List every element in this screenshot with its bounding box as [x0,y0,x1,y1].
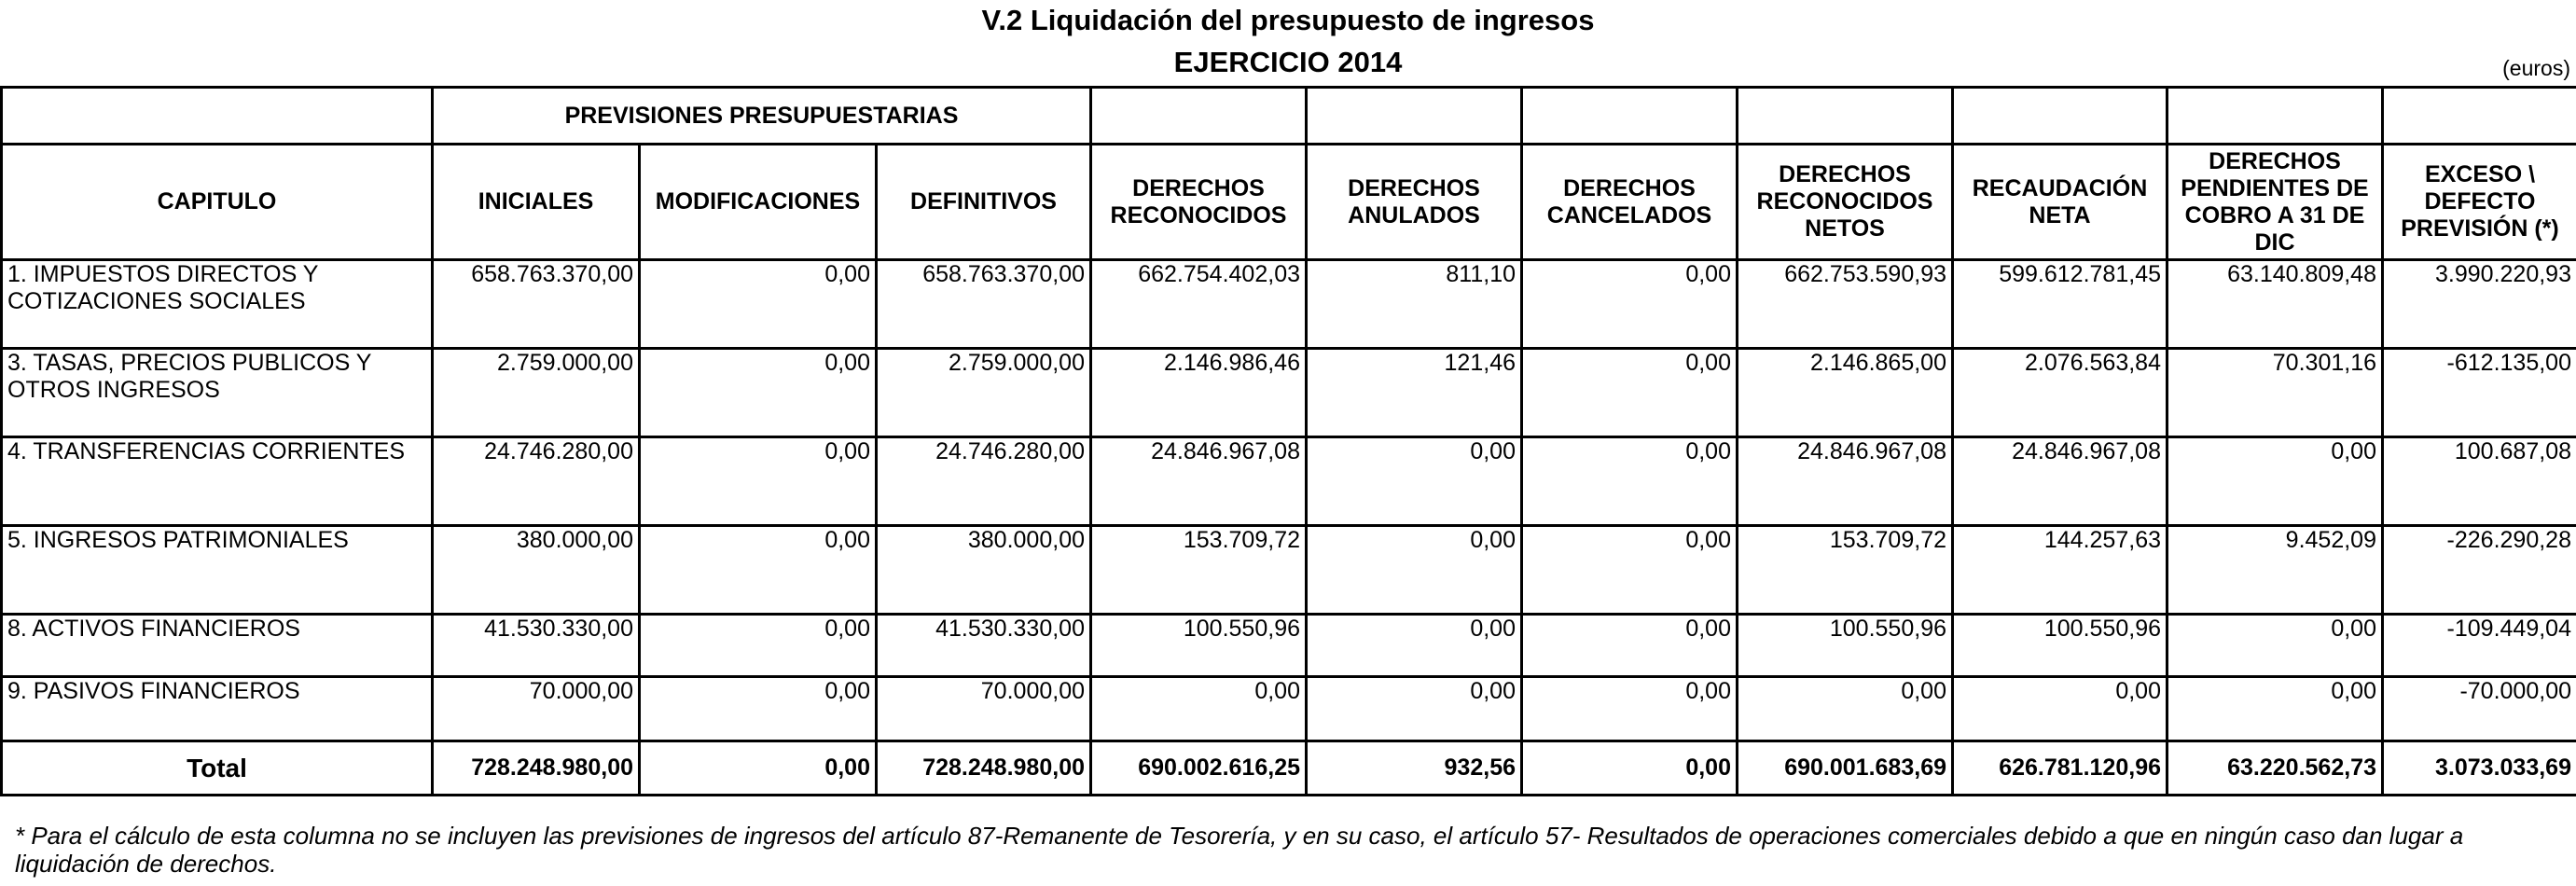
cell-derechos-reconocidos: 2.146.986,46 [1091,349,1307,437]
cell-derechos-anulados: 0,00 [1307,615,1522,677]
cell-definitivos: 24.746.280,00 [877,437,1091,526]
cell-derechos-cancelados: 0,00 [1522,349,1738,437]
cell-derechos-anulados: 811,10 [1307,260,1522,349]
cell-exceso-defecto: 3.990.220,93 [2383,260,2576,349]
cell-recaudacion-neta: 599.612.781,45 [1953,260,2167,349]
empty-header-cell [1307,88,1522,145]
total-definitivos: 728.248.980,00 [877,741,1091,796]
previsiones-group-header: PREVISIONES PRESUPUESTARIAS [433,88,1091,145]
row-capitulo: 8. ACTIVOS FINANCIEROS [2,615,433,677]
table-row [2,349,2576,437]
total-row [2,741,2576,796]
cell-derechos-cancelados: 0,00 [1522,615,1738,677]
cell-derechos-reconocidos: 100.550,96 [1091,615,1307,677]
cell-exceso-defecto: 100.687,08 [2383,437,2576,526]
cell-derechos-reconocidos-netos: 100.550,96 [1738,615,1953,677]
cell-exceso-defecto: -612.135,00 [2383,349,2576,437]
cell-derechos-anulados: 0,00 [1307,526,1522,615]
total-recaudacion-neta: 626.781.120,96 [1953,741,2167,796]
cell-derechos-reconocidos: 153.709,72 [1091,526,1307,615]
cell-derechos-anulados: 0,00 [1307,437,1522,526]
total-label: Total [2,741,433,796]
column-header-row [2,145,2576,260]
cell-modificaciones: 0,00 [640,615,877,677]
row-capitulo: 4. TRANSFERENCIAS CORRIENTES [2,437,433,526]
col-header-derechos-anulados: DERECHOS ANULADOS [1307,145,1522,260]
col-header-derechos-reconocidos-netos: DERECHOS RECONOCIDOS NETOS [1738,145,1953,260]
cell-definitivos: 70.000,00 [877,677,1091,741]
cell-recaudacion-neta: 100.550,96 [1953,615,2167,677]
report-title: V.2 Liquidación del presupuesto de ingresos [981,4,1595,36]
empty-header-cell [1953,88,2167,145]
col-header-definitivos: DEFINITIVOS [877,145,1091,260]
col-header-modificaciones: MODIFICACIONES [640,145,877,260]
cell-derechos-reconocidos: 0,00 [1091,677,1307,741]
cell-derechos-reconocidos: 24.846.967,08 [1091,437,1307,526]
total-iniciales: 728.248.980,00 [433,741,640,796]
cell-derechos-reconocidos: 662.754.402,03 [1091,260,1307,349]
cell-derechos-cancelados: 0,00 [1522,260,1738,349]
report-subtitle: EJERCICIO 2014 [1173,46,1403,78]
cell-iniciales: 70.000,00 [433,677,640,741]
cell-modificaciones: 0,00 [640,526,877,615]
row-capitulo: 1. IMPUESTOS DIRECTOS Y COTIZACIONES SOCIALES [2,260,433,349]
cell-derechos-anulados: 0,00 [1307,677,1522,741]
cell-pendientes-cobro: 0,00 [2167,615,2383,677]
col-header-iniciales: INICIALES [433,145,640,260]
col-header-capitulo: CAPITULO [2,145,433,260]
cell-recaudacion-neta: 0,00 [1953,677,2167,741]
cell-modificaciones: 0,00 [640,437,877,526]
cell-iniciales: 658.763.370,00 [433,260,640,349]
empty-header-cell [2,88,433,145]
total-derechos-anulados: 932,56 [1307,741,1522,796]
total-derechos-reconocidos-netos: 690.001.683,69 [1738,741,1953,796]
col-header-derechos-cancelados: DERECHOS CANCELADOS [1522,145,1738,260]
footnote: * Para el cálculo de esta columna no se incluyen las previsiones de ingresos del artículo 87-Remanente de Tesorería, y en su caso, el artículo 57- Resultados de operaciones comerciales debido a que en ningún caso dan lugar a liquidación de derechos. [15,822,2464,878]
cell-pendientes-cobro: 0,00 [2167,437,2383,526]
col-header-pendientes-cobro: DERECHOS PENDIENTES DE COBRO A 31 DE DIC [2167,145,2383,260]
cell-modificaciones: 0,00 [640,349,877,437]
table-row [2,526,2576,615]
table-row [2,260,2576,349]
cell-exceso-defecto: -109.449,04 [2383,615,2576,677]
budget-table [0,86,2576,796]
total-modificaciones: 0,00 [640,741,877,796]
cell-exceso-defecto: -226.290,28 [2383,526,2576,615]
cell-recaudacion-neta: 144.257,63 [1953,526,2167,615]
cell-pendientes-cobro: 63.140.809,48 [2167,260,2383,349]
empty-header-cell [1738,88,1953,145]
table-row [2,677,2576,741]
empty-header-cell [2167,88,2383,145]
group-header-row [2,88,2576,145]
cell-derechos-anulados: 121,46 [1307,349,1522,437]
empty-header-cell [2383,88,2576,145]
col-header-derechos-reconocidos: DERECHOS RECONOCIDOS [1091,145,1307,260]
cell-definitivos: 2.759.000,00 [877,349,1091,437]
table-row [2,437,2576,526]
cell-derechos-cancelados: 0,00 [1522,526,1738,615]
cell-iniciales: 380.000,00 [433,526,640,615]
cell-derechos-reconocidos-netos: 0,00 [1738,677,1953,741]
cell-definitivos: 380.000,00 [877,526,1091,615]
total-derechos-reconocidos: 690.002.616,25 [1091,741,1307,796]
cell-recaudacion-neta: 2.076.563,84 [1953,349,2167,437]
cell-iniciales: 24.746.280,00 [433,437,640,526]
empty-header-cell [1522,88,1738,145]
cell-derechos-reconocidos-netos: 24.846.967,08 [1738,437,1953,526]
empty-header-cell [1091,88,1307,145]
cell-pendientes-cobro: 9.452,09 [2167,526,2383,615]
cell-derechos-reconocidos-netos: 2.146.865,00 [1738,349,1953,437]
cell-definitivos: 658.763.370,00 [877,260,1091,349]
units-label: (euros) [2502,56,2570,80]
row-capitulo: 9. PASIVOS FINANCIEROS [2,677,433,741]
cell-derechos-cancelados: 0,00 [1522,677,1738,741]
cell-definitivos: 41.530.330,00 [877,615,1091,677]
cell-iniciales: 41.530.330,00 [433,615,640,677]
total-exceso-defecto: 3.073.033,69 [2383,741,2576,796]
col-header-exceso-defecto: EXCESO \ DEFECTO PREVISIÓN (*) [2383,145,2576,260]
cell-derechos-reconocidos-netos: 662.753.590,93 [1738,260,1953,349]
table-row [2,615,2576,677]
cell-iniciales: 2.759.000,00 [433,349,640,437]
cell-derechos-reconocidos-netos: 153.709,72 [1738,526,1953,615]
row-capitulo: 3. TASAS, PRECIOS PUBLICOS Y OTROS INGRESOS [2,349,433,437]
row-capitulo: 5. INGRESOS PATRIMONIALES [2,526,433,615]
cell-pendientes-cobro: 70.301,16 [2167,349,2383,437]
cell-pendientes-cobro: 0,00 [2167,677,2383,741]
col-header-recaudacion-neta: RECAUDACIÓN NETA [1953,145,2167,260]
total-derechos-cancelados: 0,00 [1522,741,1738,796]
cell-recaudacion-neta: 24.846.967,08 [1953,437,2167,526]
cell-modificaciones: 0,00 [640,260,877,349]
total-pendientes-cobro: 63.220.562,73 [2167,741,2383,796]
cell-derechos-cancelados: 0,00 [1522,437,1738,526]
cell-modificaciones: 0,00 [640,677,877,741]
cell-exceso-defecto: -70.000,00 [2383,677,2576,741]
